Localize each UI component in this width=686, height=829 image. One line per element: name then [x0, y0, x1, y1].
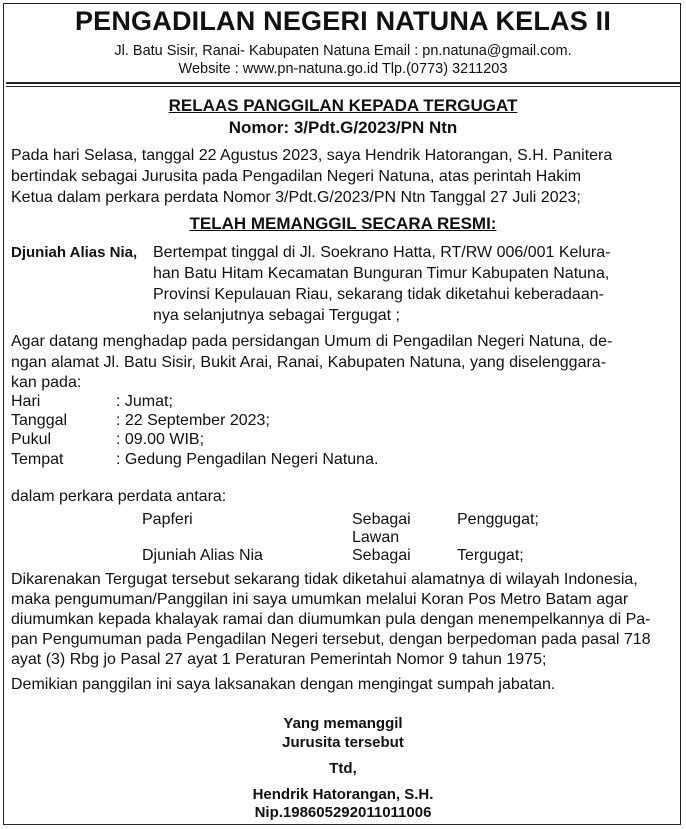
court-address: Jl. Batu Sisir, Ranai- Kabupaten Natuna Email : pn.natuna@gmail.com. — [114, 43, 572, 59]
summoned-name: Djuniah Alias Nia, — [11, 244, 138, 261]
signer-name: Hendrik Hatorangan, S.H. — [252, 786, 434, 803]
summoned-address-line: Provinsi Kepulauan Riau, sekarang tidak diketahui keberadaan- — [153, 286, 604, 303]
schedule-value: : Gedung Pengadilan Negeri Natuna. — [116, 451, 379, 468]
summon-heading: TELAH MEMANGGIL SECARA RESMI: — [189, 214, 497, 233]
document-title: RELAAS PANGGILAN KEPADA TERGUGAT — [168, 96, 518, 115]
announcement-line: diumumkan kepada khalayak ramai dan diumumkan pula dengan menempelkannya di Pa- — [11, 611, 651, 628]
announcement-line: Dikarenakan Tergugat tersebut sekarang tidak diketahui alamatnya di wilayah Indonesia, — [11, 571, 638, 588]
appear-line: ngan alamat Jl. Batu Sisir, Bukit Arai, Ranai, Kabupaten Natuna, yang diselenggara- — [11, 354, 607, 371]
opening-line: Pada hari Selasa, tanggal 22 Agustus 2023, saya Hendrik Hatorangan, S.H. Panitera — [11, 147, 613, 164]
schedule-value: : 22 September 2023; — [116, 412, 270, 429]
parties-intro: dalam perkara perdata antara: — [11, 488, 227, 505]
party-name: Papferi — [142, 511, 193, 528]
party-as: Sebagai — [352, 511, 411, 528]
party-role: Tergugat; — [457, 547, 524, 564]
closing-statement: Demikian panggilan ini saya laksanakan dengan mengingat sumpah jabatan. — [11, 676, 556, 693]
schedule-label: Hari — [11, 393, 41, 410]
summoned-address-line: han Batu Hitam Kecamatan Bunguran Timur Kabupaten Natuna, — [153, 265, 610, 282]
summoned-address-line: nya selanjutnya sebagai Tergugat ; — [153, 307, 400, 324]
announcement-line: ayat (3) Rbg jo Pasal 27 ayat 1 Peraturan Pemerintah Nomor 9 tahun 1975; — [11, 651, 547, 668]
header-divider-thick — [6, 82, 680, 84]
court-website: Website : www.pn-natuna.go.id Tlp.(0773) 3211203 — [178, 61, 508, 77]
schedule-label: Tempat — [11, 451, 64, 468]
opening-line: Ketua dalam perkara perdata Nomor 3/Pdt.G/2023/PN Ntn Tanggal 27 Juli 2023; — [11, 189, 581, 206]
summoned-address-line: Bertempat tinggal di Jl. Soekrano Hatta, RT/RW 006/001 Kelura- — [153, 244, 611, 261]
appear-line: kan pada: — [11, 374, 82, 391]
party-name: Djuniah Alias Nia — [142, 547, 263, 564]
schedule-label: Pukul — [11, 431, 52, 448]
party-role: Penggugat; — [457, 511, 539, 528]
signer-title: Jurusita tersebut — [282, 734, 404, 751]
signed-mark: Ttd, — [329, 760, 357, 777]
signer-nip: Nip.198605292011011006 — [254, 804, 432, 821]
signer-title: Yang memanggil — [283, 715, 403, 732]
announcement-line: maka pengumuman/Panggilan ini saya umumkan melalui Koran Pos Metro Batam agar — [11, 591, 629, 608]
announcement-line: pan Pengumuman pada Pengadilan Negeri tersebut, dengan berpedoman pada pasal 718 — [11, 631, 651, 648]
court-name: PENGADILAN NEGERI NATUNA KELAS II — [74, 6, 612, 36]
document-number: Nomor: 3/Pdt.G/2023/PN Ntn — [228, 118, 458, 137]
schedule-label: Tanggal — [11, 412, 68, 429]
party-as: Sebagai — [352, 547, 411, 564]
party-as: Lawan — [352, 529, 400, 546]
appear-line: Agar datang menghadap pada persidangan Umum di Pengadilan Negeri Natuna, de- — [11, 333, 613, 350]
schedule-value: : 09.00 WIB; — [116, 431, 205, 448]
header-divider-thin — [6, 86, 680, 87]
opening-line: bertindak sebagai Jurusita pada Pengadilan Negeri Natuna, atas perintah Hakim — [11, 168, 582, 185]
schedule-value: : Jumat; — [116, 393, 173, 410]
